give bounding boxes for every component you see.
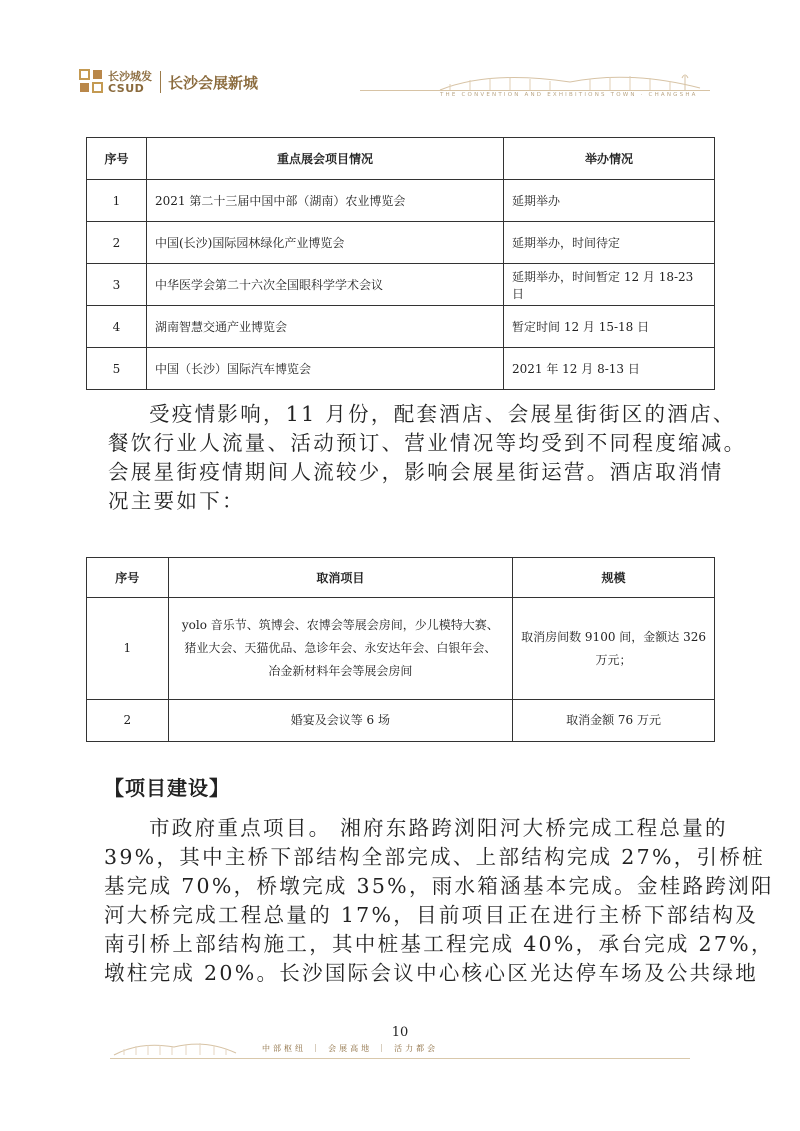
key-exhibitions-table — [86, 137, 715, 390]
cell-no: 2 — [87, 700, 169, 742]
paragraph-line: 39%，其中主桥下部结构全部完成、上部结构完成 27%，引桥桩 — [104, 845, 765, 869]
cell-cancelled-items: 婚宴及会议等 6 场 — [168, 700, 513, 742]
cell-cancelled-items — [168, 598, 513, 700]
footer-rule — [110, 1058, 690, 1059]
cell-project: 中华医学会第二十六次全国眼科学学术会议 — [147, 264, 504, 306]
table-row — [87, 348, 715, 390]
table-row — [87, 180, 715, 222]
header-title: 长沙会展新城 — [168, 74, 259, 92]
footer-slogan: 中部枢纽 ｜ 会展高地 ｜ 活力都会 — [262, 1044, 439, 1053]
header-rule — [360, 90, 710, 91]
paragraph-line: 会展星街疫情期间人流较少，影响会展星街运营。酒店取消情 — [108, 460, 724, 484]
paragraph-line: 况主要如下： — [108, 489, 245, 513]
csud-logo-icon — [78, 68, 104, 94]
paragraph-line: 基完成 70%，桥墩完成 35%，雨水箱涵基本完成。金桂路跨浏阳 — [104, 874, 774, 898]
cell-project: 中国(长沙)国际园林绿化产业博览会 — [147, 222, 504, 264]
table-row — [87, 700, 715, 742]
cell-project: 湖南智慧交通产业博览会 — [147, 306, 504, 348]
cell-status: 2021 年 12 月 8-13 日 — [504, 348, 715, 390]
logo-divider — [160, 71, 161, 93]
column-header-status: 举办情况 — [504, 138, 715, 180]
cell-project: 2021 第二十三届中国中部（湖南）农业博览会 — [147, 180, 504, 222]
cell-status: 暂定时间 12 月 15-18 日 — [504, 306, 715, 348]
table-row — [87, 306, 715, 348]
cell-line: 万元； — [595, 652, 632, 667]
cell-line: 猪业大会、天猫优品、急诊年会、永安达年会、白银年会、 — [184, 641, 497, 655]
exhibition-center-illustration — [430, 68, 715, 92]
paragraph-line: 餐饮行业人流量、活动预订、营业情况等均受到不同程度缩减。 — [108, 431, 747, 455]
paragraph-line: 受疫情影响，11 月份，配套酒店、会展星街街区的酒店、 — [149, 402, 736, 426]
cell-status: 延期举办，时间待定 — [504, 222, 715, 264]
column-header-no: 序号 — [87, 138, 147, 180]
cell-no: 1 — [87, 598, 169, 700]
cell-line: yolo 音乐节、筑博会、农博会等展会房间，少儿模特大赛、 — [181, 618, 499, 632]
paragraph-line: 市政府重点项目。 湘府东路跨浏阳河大桥完成工程总量的 — [149, 816, 728, 840]
exhibition-center-footer-illustration — [110, 1035, 240, 1057]
cell-status: 延期举办 — [504, 180, 715, 222]
page-number: 10 — [391, 1025, 409, 1040]
paragraph-line: 河大桥完成工程总量的 17%，目前项目正在进行主桥下部结构及 — [104, 903, 759, 927]
cell-no: 2 — [87, 222, 147, 264]
column-header-cancelled-items: 取消项目 — [168, 558, 513, 598]
cell-no: 4 — [87, 306, 147, 348]
column-header-no: 序号 — [87, 558, 169, 598]
column-header-scale: 规模 — [513, 558, 715, 598]
table-row — [87, 222, 715, 264]
cell-no: 3 — [87, 264, 147, 306]
logo-company-en: CSUD — [108, 82, 145, 95]
table-row — [87, 264, 715, 306]
cell-line: 取消房间数 9100 间，金额达 326 — [521, 629, 706, 644]
column-header-project: 重点展会项目情况 — [147, 138, 504, 180]
cell-no: 5 — [87, 348, 147, 390]
header-subtitle-en: THE CONVENTION AND EXHIBITIONS TOWN · CHANGSHA — [440, 92, 698, 98]
paragraph-line: 南引桥上部结构施工，其中桩基工程完成 40%，承台完成 27%， — [104, 932, 774, 956]
table-header-row — [87, 558, 715, 598]
table-header-row — [87, 138, 715, 180]
logo-company-cn: 长沙城发 — [108, 70, 152, 83]
cell-scale: 取消金额 76 万元 — [513, 700, 715, 742]
section-heading: 【项目建设】 — [104, 776, 230, 800]
cell-line: 冶金新材料年会等展会房间 — [268, 664, 413, 678]
cell-scale — [513, 598, 715, 700]
hotel-cancellation-table — [86, 557, 715, 742]
paragraph-line: 墩柱完成 20%。长沙国际会议中心核心区光达停车场及公共绿地 — [104, 961, 759, 985]
cell-no: 1 — [87, 180, 147, 222]
table-row — [87, 598, 715, 700]
hotel-impact-paragraph — [108, 400, 747, 516]
cell-status: 延期举办，时间暂定 12 月 18-23 日 — [504, 264, 715, 306]
project-construction-paragraph — [104, 814, 774, 988]
cell-project: 中国（长沙）国际汽车博览会 — [147, 348, 504, 390]
